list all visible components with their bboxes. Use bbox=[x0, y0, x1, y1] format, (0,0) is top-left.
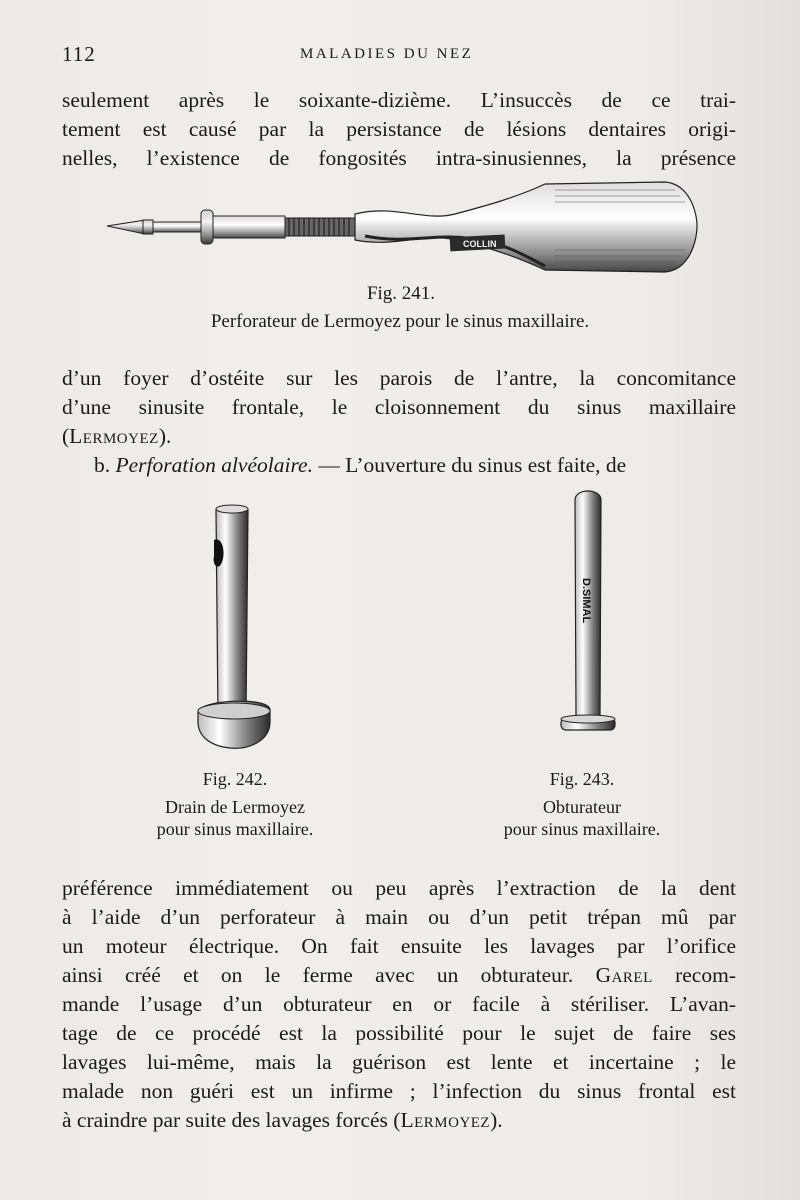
text-line bbox=[62, 1106, 736, 1135]
fig-243-description-line: Obturateur bbox=[543, 797, 621, 817]
text-fragment: b. bbox=[94, 453, 116, 477]
text-fragment: ). bbox=[158, 424, 172, 448]
author-name: Garel bbox=[595, 963, 653, 987]
text-line bbox=[62, 961, 736, 990]
text-line: d’un foyer d’ostéite sur les parois de l’antre, la concomitance bbox=[62, 366, 736, 390]
text-line: malade non guéri est un infirme ; l’infection du sinus frontal est bbox=[62, 1079, 736, 1103]
text-fragment: — L’ouverture du sinus est faite, de bbox=[312, 453, 627, 477]
text-fragment: ainsi créé et on le ferme avec un obturateur. bbox=[62, 963, 596, 987]
maker-mark-simal: D.SIMAL bbox=[580, 578, 592, 624]
text-fragment: recom- bbox=[652, 963, 736, 987]
author-name: Lermoyez bbox=[69, 424, 159, 448]
paragraph-3 bbox=[62, 874, 736, 1135]
fig-242-label: Fig. 242. bbox=[202, 769, 268, 789]
text-line: à l’aide d’un perforateur à main ou d’un petit trépan mû par bbox=[62, 905, 736, 929]
fig-243-caption bbox=[452, 768, 712, 840]
fig-242-description-line: pour sinus maxillaire. bbox=[156, 819, 314, 839]
text-line: seulement après le soixante-dizième. L’insuccès de ce trai- bbox=[62, 88, 736, 112]
drain-illustration bbox=[190, 500, 280, 755]
text-line: nelles, l’existence de fongosités intra-sinusiennes, la présence bbox=[62, 146, 736, 170]
fig-241-caption bbox=[0, 283, 800, 333]
fig-241-description: Perforateur de Lermoyez pour le sinus maxillaire. bbox=[210, 311, 590, 332]
page-header bbox=[0, 38, 800, 68]
text-line: préférence immédiatement ou peu après l’extraction de la dent bbox=[62, 876, 736, 900]
text-line bbox=[62, 422, 736, 451]
text-line bbox=[62, 451, 736, 480]
author-name: Lermoyez bbox=[400, 1108, 491, 1132]
fig-243-description-line: pour sinus maxillaire. bbox=[503, 819, 661, 839]
text-line: tage de ce procédé est la possibilité pour le sujet de faire ses bbox=[62, 1021, 736, 1045]
obturator-illustration bbox=[555, 486, 625, 742]
maker-mark-collin: COLLIN bbox=[463, 239, 497, 249]
text-line: tement est causé par la persistance de lésions dentaires origi- bbox=[62, 117, 736, 141]
text-fragment: à craindre par suite des lavages forcés ( bbox=[62, 1108, 401, 1132]
text-fragment: ( bbox=[62, 424, 70, 448]
text-line: mande l’usage d’un obturateur en or facile à stériliser. L’avan- bbox=[62, 992, 736, 1016]
perforator-illustration bbox=[105, 178, 700, 278]
text-line: un moteur électrique. On fait ensuite les lavages par l’orifice bbox=[62, 934, 736, 958]
fig-242-caption bbox=[105, 768, 365, 840]
page-number: 112 bbox=[62, 42, 96, 66]
running-title: MALADIES DU NEZ bbox=[300, 46, 474, 62]
text-line: d’une sinusite frontale, le cloisonnement du sinus maxillaire bbox=[62, 395, 736, 419]
fig-241-label: Fig. 241. bbox=[366, 283, 436, 304]
text-line: lavages lui-même, mais la guérison est lente et incertaine ; le bbox=[62, 1050, 736, 1074]
fig-243-label: Fig. 243. bbox=[549, 769, 615, 789]
section-subheading: Perforation alvéolaire. bbox=[115, 453, 313, 477]
fig-242-description-line: Drain de Lermoyez bbox=[165, 797, 305, 817]
paragraph-1 bbox=[62, 86, 736, 173]
paragraph-2 bbox=[62, 364, 736, 480]
text-fragment: ). bbox=[490, 1108, 503, 1132]
